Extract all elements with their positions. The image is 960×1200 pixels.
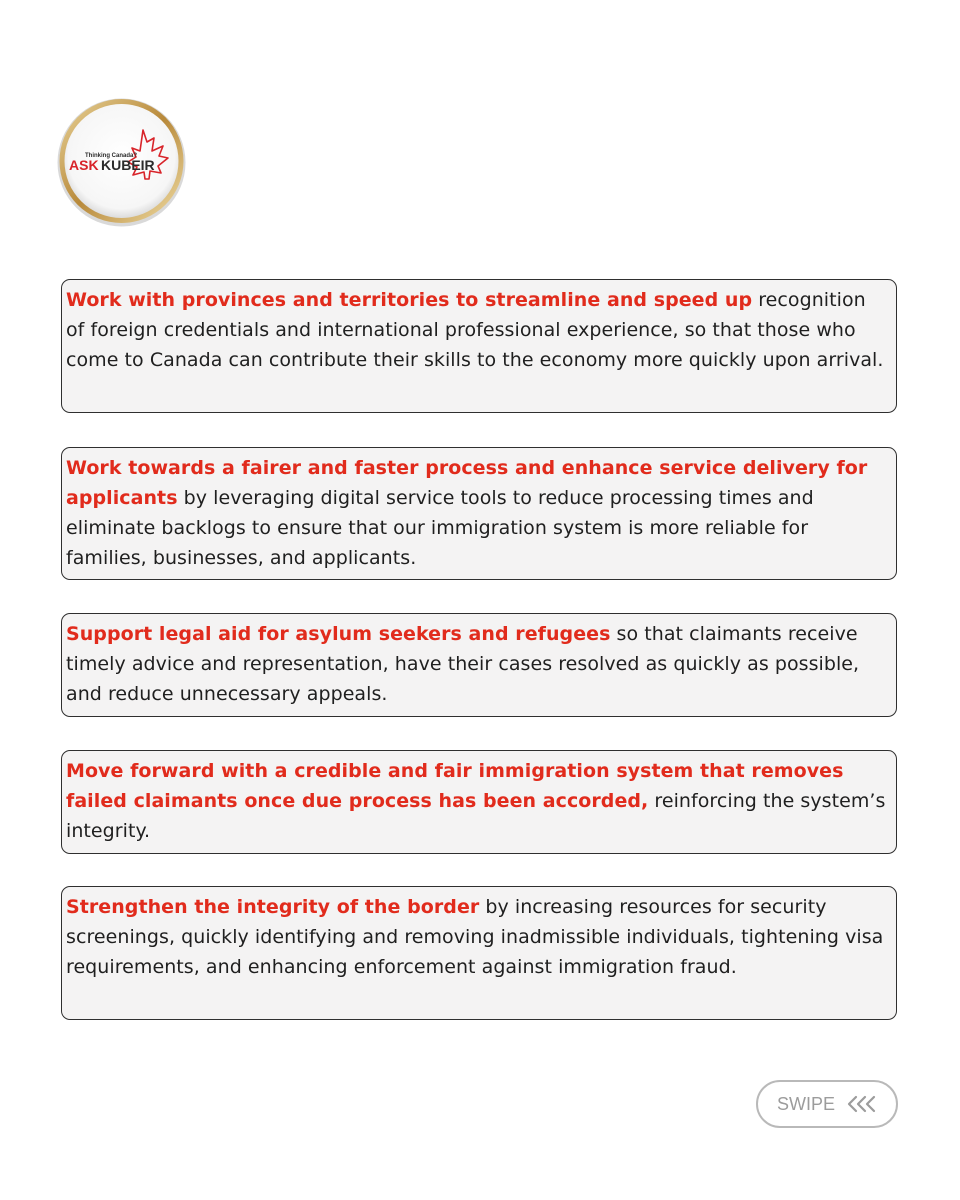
card-text: reinforcing the system’s integrity. xyxy=(66,790,886,842)
card-text: so that claimants receive timely advice and representation, have their cases resolved as quickly as possible, and reduce unnecessary appeals. xyxy=(66,623,860,705)
swipe-button[interactable] xyxy=(756,1080,898,1128)
card-highlight: Support legal aid for asylum seekers and refugees xyxy=(66,623,611,645)
triple-chevron-left-icon xyxy=(847,1095,877,1113)
card-highlight: Strengthen the integrity of the border xyxy=(66,896,480,918)
card-highlight: Work with provinces and territories to streamline and speed up xyxy=(66,289,753,311)
card-text: by increasing resources for security screenings, quickly identifying and removing inadmissible individuals, tightening visa requirements, and enhancing enforcement against immigration fraud. xyxy=(66,896,884,978)
card-highlight: Move forward with a credible and fair immigration system that removes failed claimants once due process has been accorded, xyxy=(66,760,844,812)
card-text: by leveraging digital service tools to reduce processing times and eliminate backlogs to ensure that our immigration system is more reliable for families, businesses, and applicants. xyxy=(66,487,814,569)
svg-text:ASK: ASK xyxy=(69,157,99,173)
svg-text:Thinking Canada?: Thinking Canada? xyxy=(85,153,138,159)
policy-card-5 xyxy=(61,886,897,1020)
svg-text:KUBEIR: KUBEIR xyxy=(101,157,155,173)
policy-card-1 xyxy=(61,279,897,413)
policy-card-3 xyxy=(61,613,897,717)
policy-card-2 xyxy=(61,447,897,580)
ask-kubeir-logo xyxy=(55,96,188,229)
card-text: recognition of foreign credentials and international professional experience, so that those who come to Canada can contribute their skills to the economy more quickly upon arrival. xyxy=(66,289,884,371)
card-highlight: Work towards a fairer and faster process and enhance service delivery for applicants xyxy=(66,457,868,509)
swipe-label: SWIPE xyxy=(776,1093,835,1114)
policy-card-4 xyxy=(61,750,897,854)
logo-badge xyxy=(55,96,188,229)
